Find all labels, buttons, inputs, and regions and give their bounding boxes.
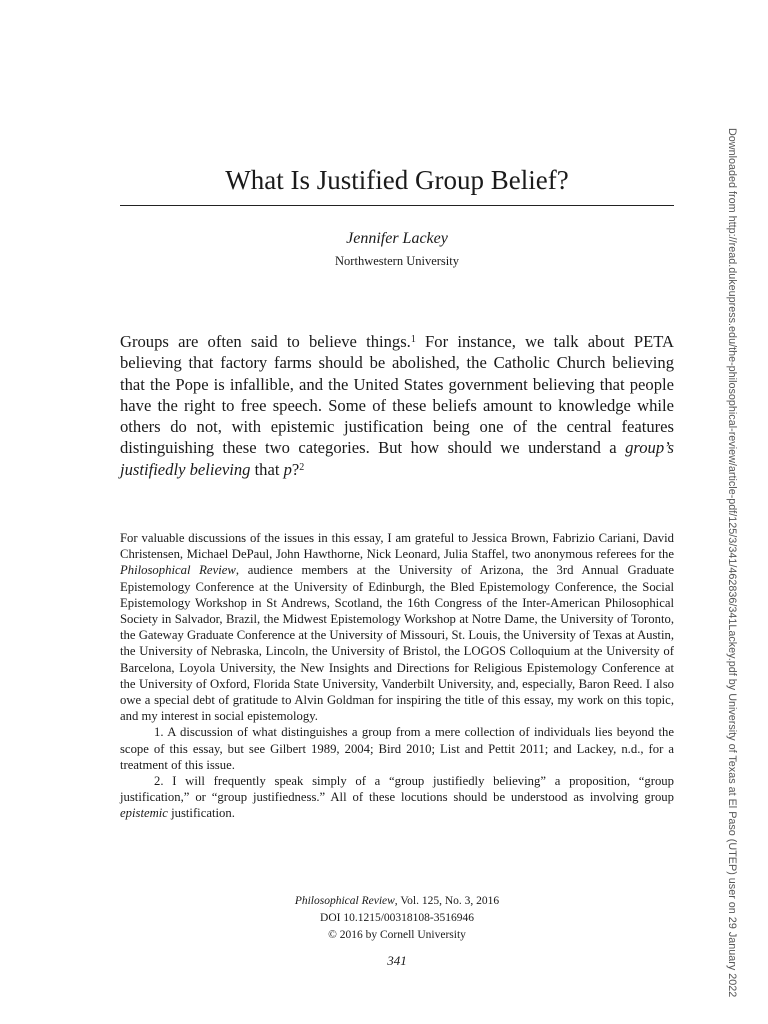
ack-text-1: For valuable discussions of the issues in this essay, I am grateful to Jessica Brown, Fabrizio Cariani, David Christensen, Michael DePaul, John Hawthorne, Nick Leonard, Julia Staffel, two anonymous referees for the	[120, 531, 674, 562]
fn2-text-2: justification.	[167, 806, 235, 821]
variable-p: p	[283, 459, 292, 479]
footnote-2	[120, 773, 674, 822]
journal-name: Philosophical Review	[294, 895, 395, 907]
footnote-1: 1. A discussion of what distinguishes a group from a mere collection of individuals lies beyond the scope of this essay, but see Gilbert 1989, 2004; Bird 2010; List and Pettit 2011; and Lackey, n.d., for a treatment of this issue.	[120, 725, 674, 772]
footnote-marker-2[interactable]: 2	[299, 461, 305, 473]
journal-citation	[120, 893, 674, 910]
opening-text-1: Groups are often said to believe things.	[120, 332, 411, 351]
author-affiliation: Northwestern University	[335, 254, 459, 268]
doi[interactable]: DOI 10.1215/00318108-3516946	[320, 912, 474, 924]
opening-text-3: that	[250, 459, 284, 479]
download-watermark: Downloaded from http://read.dukeupress.edu/the-philosophical-review/article-pdf/125/3/341/462836/341Lackey.pdf by University of Texas at El Paso (UTEP) user on 29 January 2022	[726, 128, 738, 998]
copyright: © 2016 by Cornell University	[328, 929, 466, 941]
title-rule	[120, 205, 674, 206]
page-number: 341	[387, 953, 407, 968]
article-title: What Is Justified Group Belief?	[225, 165, 569, 195]
footnote-marker-1[interactable]: 1	[410, 334, 416, 345]
opening-emphasis: group’s justifiedly believing	[120, 438, 674, 479]
notes-section	[120, 530, 674, 822]
publication-footer	[120, 893, 674, 944]
fn2-text-1: 2. I will frequently speak simply of a “group justifiedly believing” a proposition, “group justification,” or “group justifiedness.” All of these locutions should be understood as involving group	[120, 774, 674, 805]
opening-text-4: ?	[291, 459, 300, 479]
ack-text-2: , audience members at the University of Arizona, the 3rd Annual Graduate Epistemology Conference at the University of Edinburgh, the Bled Epistemology Conference, the Social Epistemology Workshop in St Andrews, Scotland, the 16th Congress of the Inter-American Philosophical Society in Salvador, Brazil, the Midwest Epistemology Workshop at Notre Dame, the University of Toronto, the Gateway Graduate Conference at the University of Missouri, St. Louis, the University of Texas at Austin, the University of Nebraska, Lincoln, the University of Bristol, the LOGOS Colloquium at the University of Barcelona, Loyola University, the New Insights and Directions for Religious Epistemology Conference at the University of Oxford, Florida State University, Vanderbilt University, and, especially, Baron Reed. I also owe a special debt of gratitude to Alvin Goldman for inspiring the title of this essay, my work on this topic, and my interest in social epistemology.	[120, 563, 674, 724]
opening-paragraph	[120, 331, 674, 480]
author-name: Jennifer Lackey	[346, 230, 448, 247]
ack-journal-name: Philosophical Review	[120, 563, 236, 578]
acknowledgment-note	[120, 530, 674, 724]
fn2-emphasis: epistemic	[120, 806, 168, 821]
opening-text-2: For instance, we talk about PETA believing that factory farms should be abolished, the Catholic Church believing that the Pope is infallible, and the United States government believing that people have the right to free speech. Some of these beliefs amount to knowledge while others do not, with epistemic justification being one of the central features distinguishing these two categories. But how should we understand a	[120, 332, 674, 458]
journal-volume: , Vol. 125, No. 3, 2016	[394, 895, 500, 907]
